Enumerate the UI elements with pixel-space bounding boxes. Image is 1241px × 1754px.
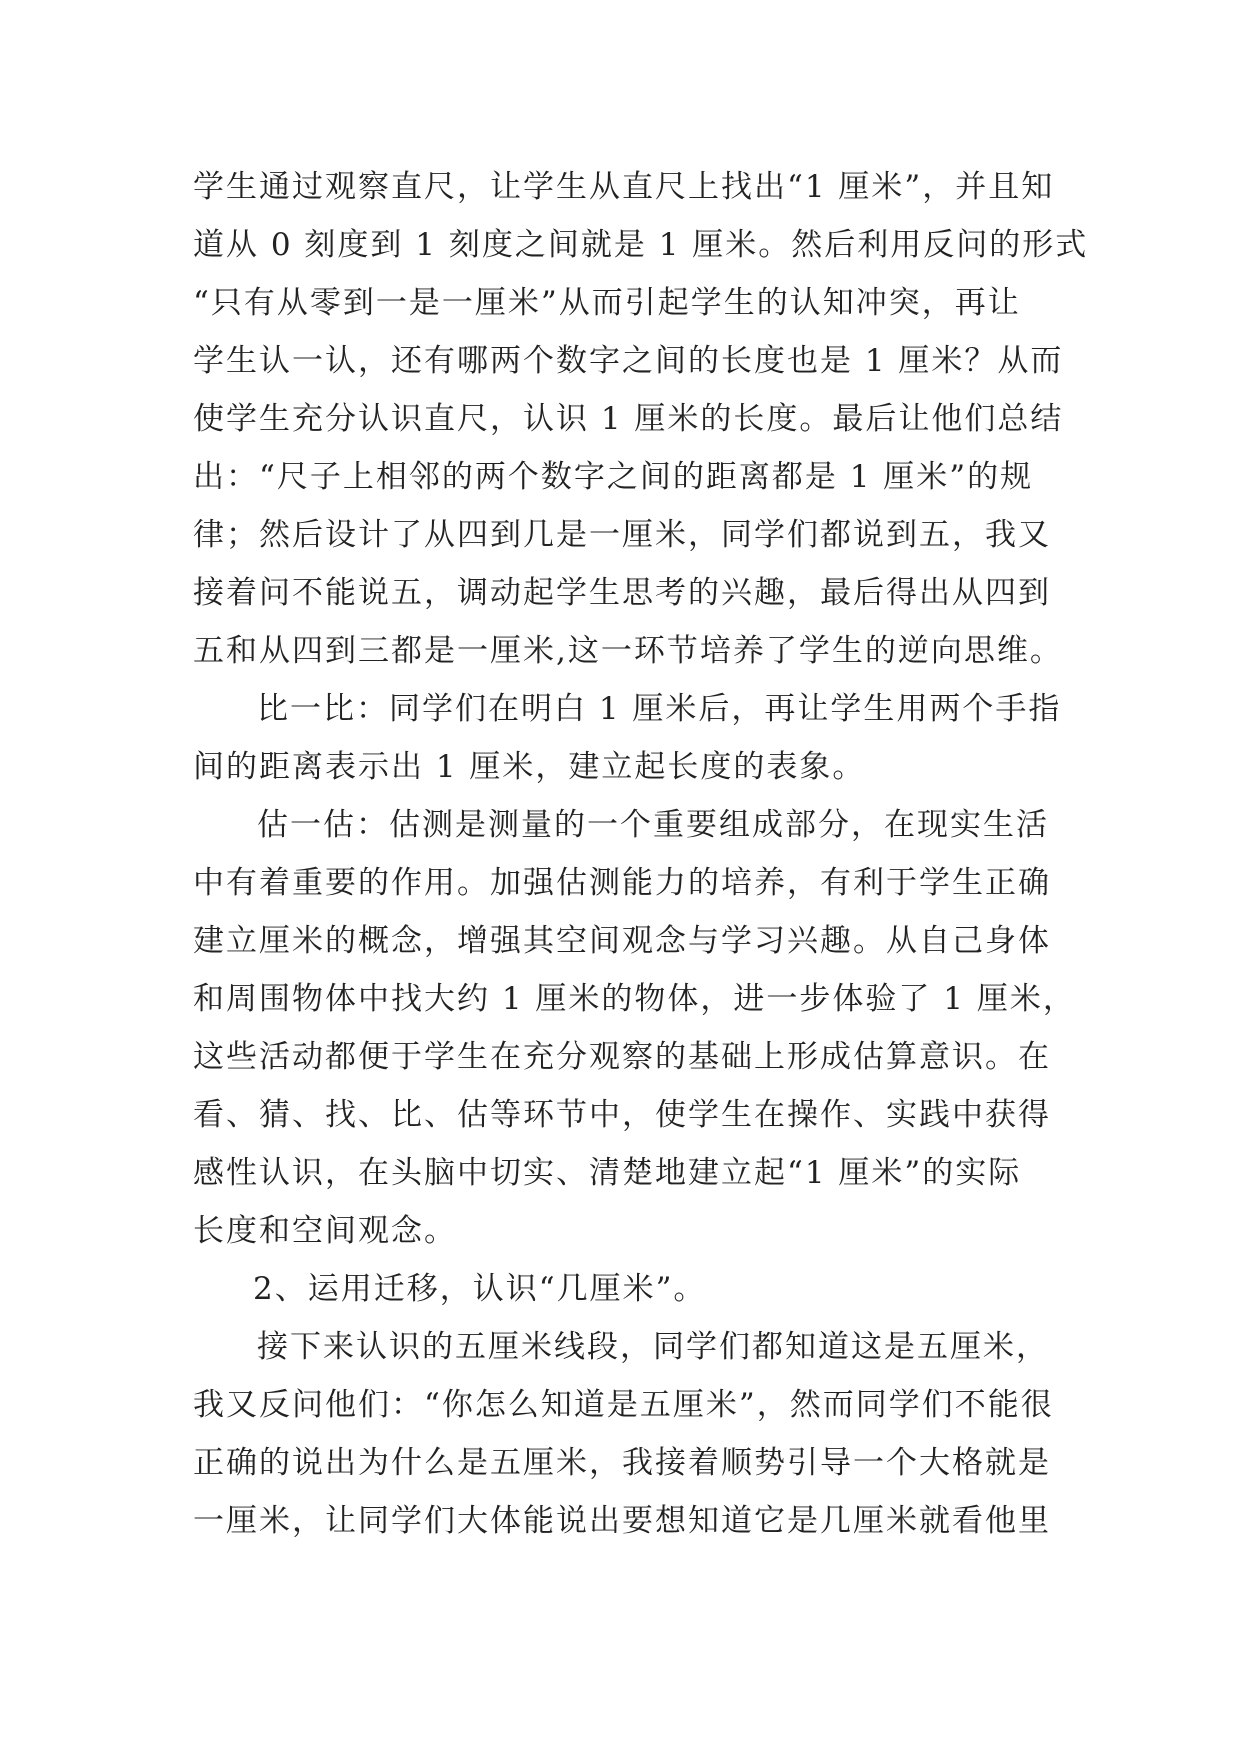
section-heading: 2、运用迁移，认识“几厘米”。 (253, 1271, 707, 1307)
text-line: 间的距离表示出 1 厘米，建立起长度的表象。 (193, 749, 866, 785)
text-line: “只有从零到一是一厘米”从而引起学生的认知冲突，再让 (193, 285, 1021, 321)
paragraph-first-line: 接下来认识的五厘米线段，同学们都知道这是五厘米， (257, 1329, 1049, 1365)
text-line: 看、猜、找、比、估等环节中，使学生在操作、实践中获得 (193, 1097, 1051, 1133)
text-line: 我又反问他们：“你怎么知道是五厘米”，然而同学们不能很 (193, 1387, 1054, 1423)
text-line: 感性认识，在头脑中切实、清楚地建立起“1 厘米”的实际 (193, 1155, 1022, 1191)
text-line: 五和从四到三都是一厘米,这一环节培养了学生的逆向思维。 (193, 633, 1063, 669)
text-line: 道从 0 刻度到 1 刻度之间就是 1 厘米。然后利用反问的形式 (193, 227, 1089, 263)
paragraph-first-line: 比一比：同学们在明白 1 厘米后，再让学生用两个手指 (257, 691, 1062, 727)
text-line: 中有着重要的作用。加强估测能力的培养，有利于学生正确 (193, 865, 1051, 901)
text-line: 和周围物体中找大约 1 厘米的物体，进一步体验了 1 厘米， (193, 981, 1076, 1017)
text-line: 这些活动都便于学生在充分观察的基础上形成估算意识。在 (193, 1039, 1051, 1075)
text-line: 长度和空间观念。 (193, 1213, 457, 1249)
text-line: 接着问不能说五，调动起学生思考的兴趣，最后得出从四到 (193, 575, 1051, 611)
text-line: 一厘米，让同学们大体能说出要想知道它是几厘米就看他里 (193, 1503, 1051, 1539)
text-line: 学生认一认，还有哪两个数字之间的长度也是 1 厘米？从而 (193, 343, 1064, 379)
body-text (193, 158, 1089, 1550)
paragraph-first-line: 估一估：估测是测量的一个重要组成部分，在现实生活 (257, 807, 1049, 843)
text-line: 学生通过观察直尺，让学生从直尺上找出“1 厘米”，并且知 (193, 169, 1055, 205)
text-line: 出：“尺子上相邻的两个数字之间的距离都是 1 厘米”的规 (193, 459, 1034, 495)
text-line: 正确的说出为什么是五厘米，我接着顺势引导一个大格就是 (193, 1445, 1051, 1481)
text-line: 律；然后设计了从四到几是一厘米，同学们都说到五，我又 (193, 517, 1051, 553)
text-line: 使学生充分认识直尺，认识 1 厘米的长度。最后让他们总结 (193, 401, 1064, 437)
text-line: 建立厘米的概念，增强其空间观念与学习兴趣。从自己身体 (193, 923, 1051, 959)
